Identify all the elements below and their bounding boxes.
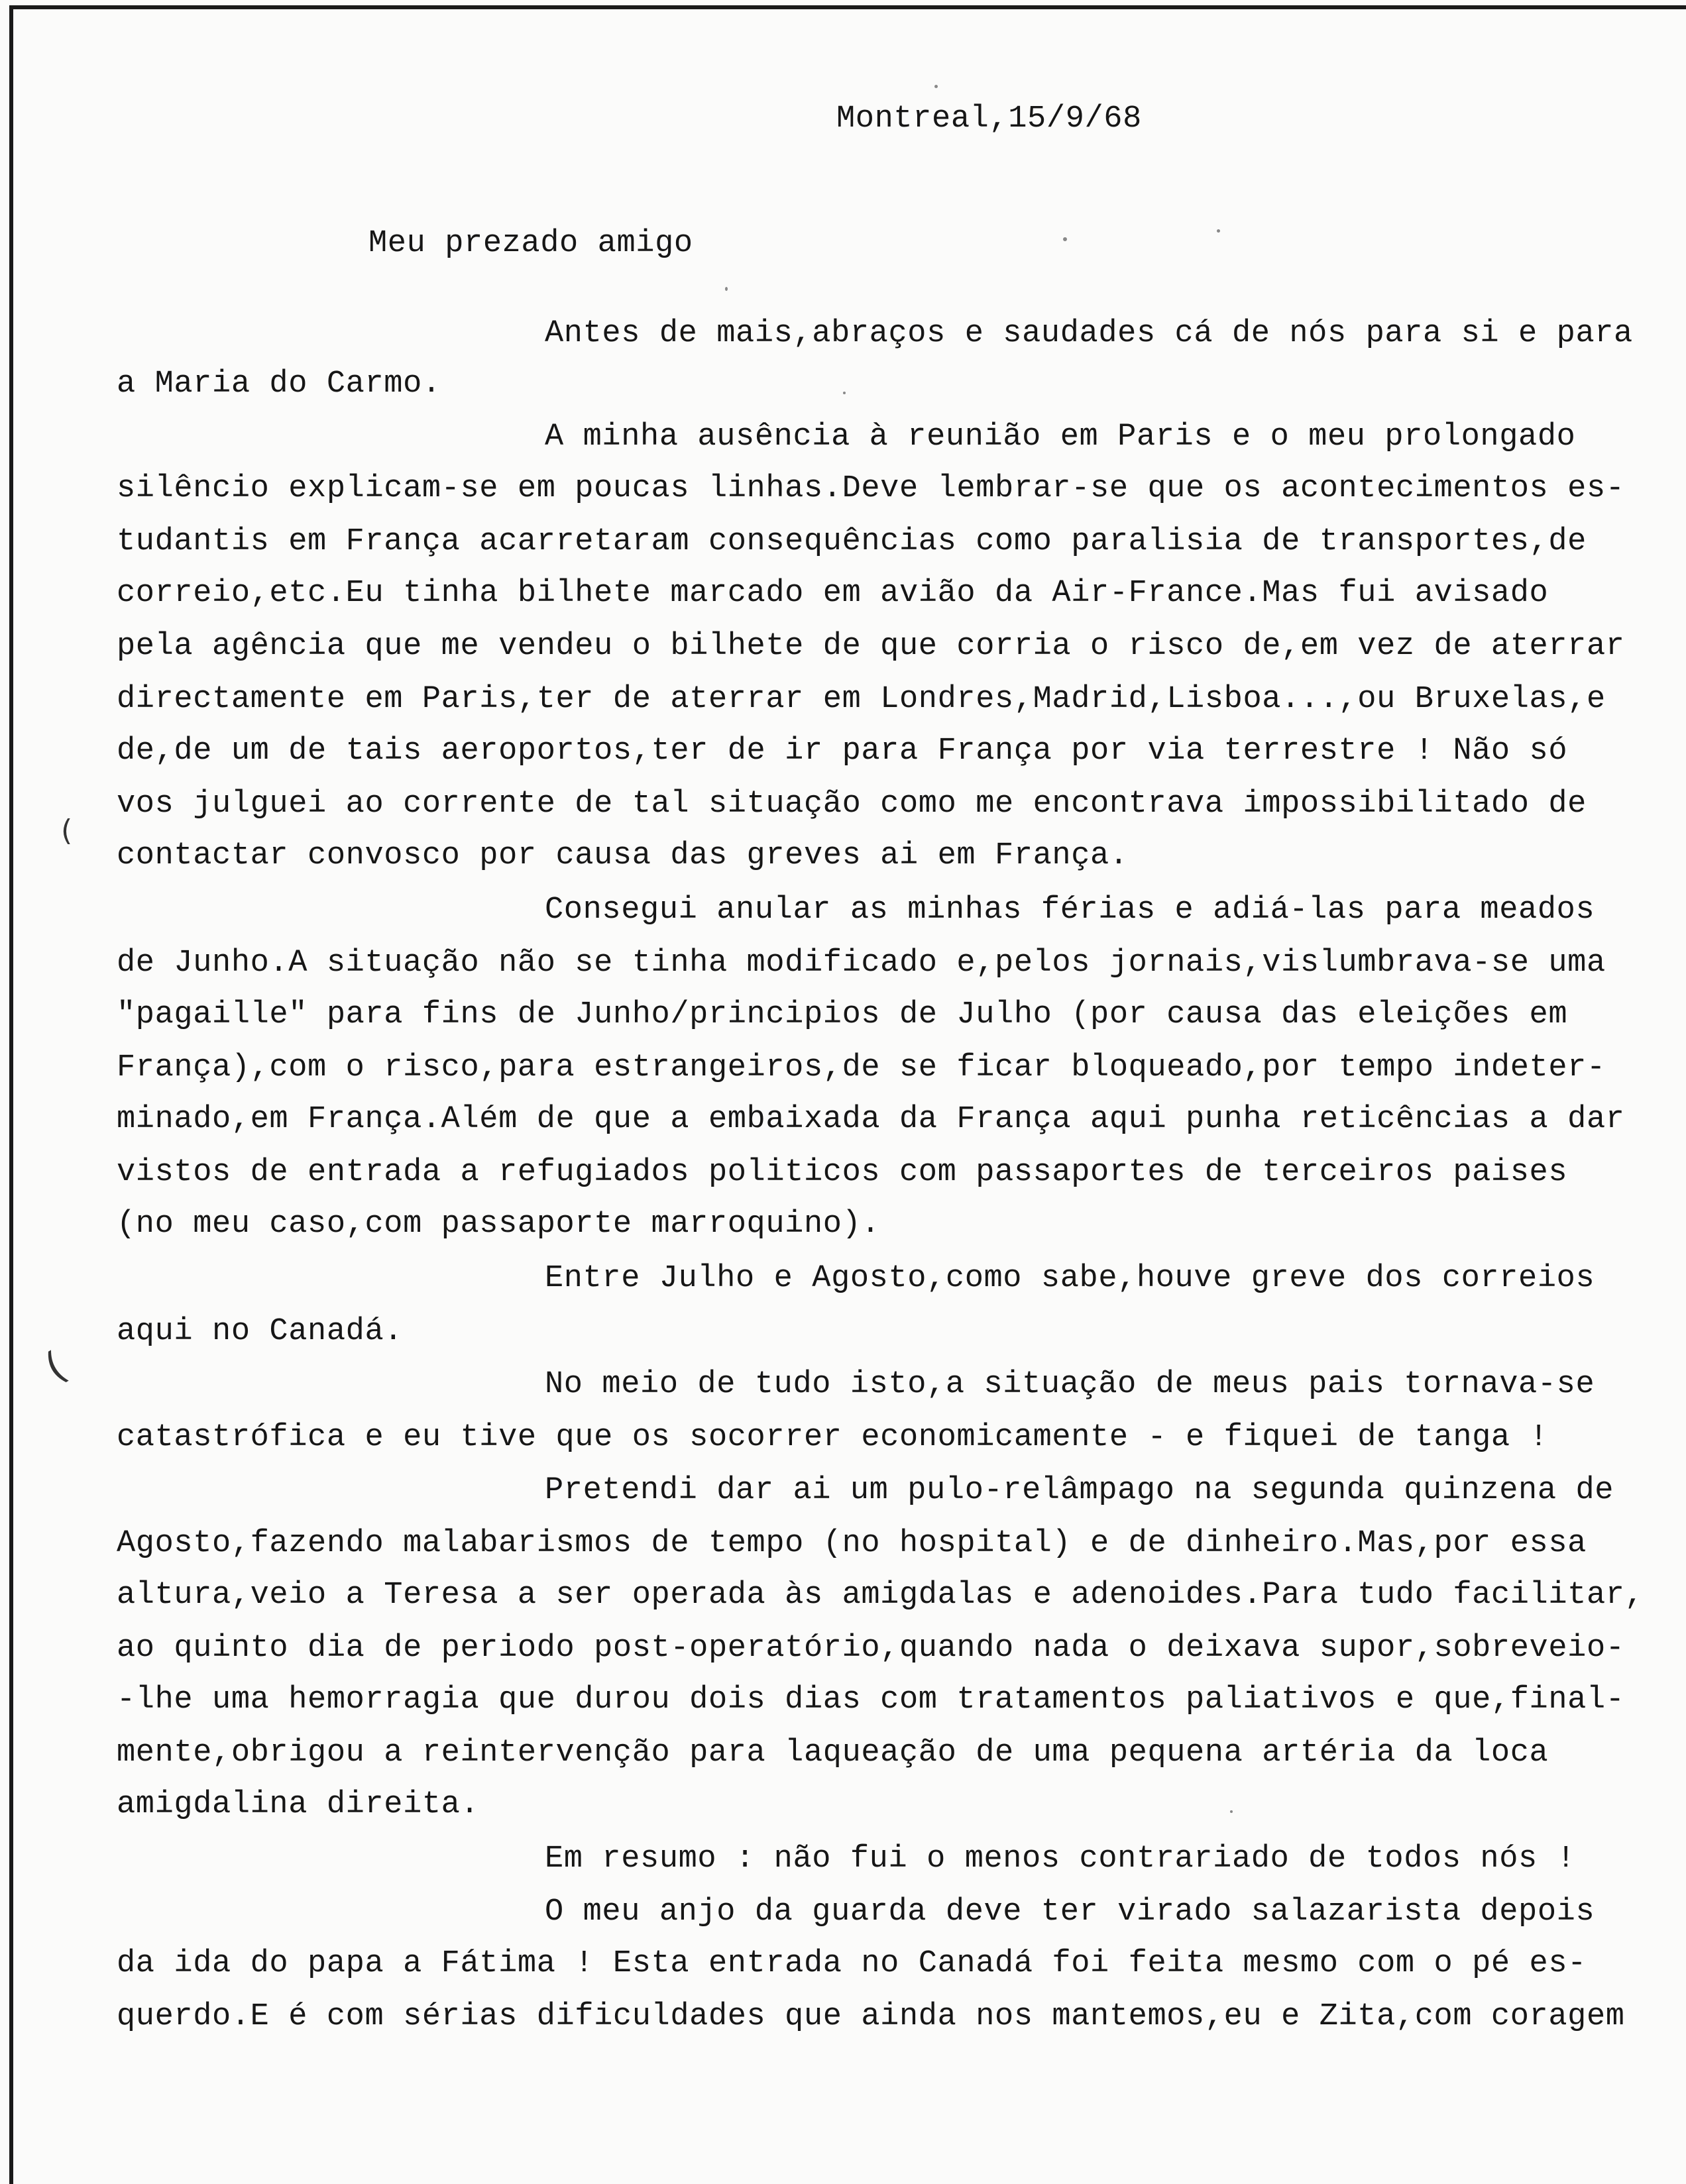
letter-line: A minha ausência à reunião em Paris e o meu prolongado <box>545 419 1576 455</box>
letter-line: (no meu caso,com passaporte marroquino). <box>117 1207 881 1242</box>
letter-salutation: Meu prezado amigo <box>368 226 693 261</box>
letter-line: directamente em Paris,ter de aterrar em Londres,Madrid,Lisboa...,ou Bruxelas,e <box>117 682 1606 717</box>
letter-line: Em resumo : não fui o menos contrariado de todos nós ! <box>545 1841 1576 1877</box>
letter-line: Entre Julho e Agosto,como sabe,houve greve dos correios <box>545 1261 1595 1296</box>
letter-line: altura,veio a Teresa a ser operada às amigdalas e adenoides.Para tudo facilitar, <box>117 1578 1644 1613</box>
letter-line: mente,obrigou a reintervenção para laqueação de uma pequena artéria da loca <box>117 1735 1549 1771</box>
letter-line: de,de um de tais aeroportos,ter de ir para França por via terrestre ! Não só <box>117 734 1568 769</box>
letter-line: -lhe uma hemorragia que durou dois dias com tratamentos paliativos e que,final- <box>117 1682 1625 1718</box>
letter-line: tudantis em França acarretaram consequências como paralisia de transportes,de <box>117 524 1587 559</box>
paper-speck <box>1217 229 1220 233</box>
letter-line: ao quinto dia de periodo post-operatório,quando nada o deixava supor,sobreveio- <box>117 1631 1625 1666</box>
page-border-top <box>13 5 1686 9</box>
letter-line: amigdalina direita. <box>117 1787 480 1822</box>
letter-line: vos julguei ao corrente de tal situação como me encontrava impossibilitado de <box>117 787 1587 822</box>
letter-line: minado,em França.Além de que a embaixada da França aqui punha reticências a dar <box>117 1102 1625 1137</box>
paper-speck <box>934 85 938 88</box>
letter-line: de Junho.A situação não se tinha modificado e,pelos jornais,vislumbrava-se uma <box>117 946 1606 981</box>
letter-line: da ida do papa a Fátima ! Esta entrada no Canadá foi feita mesmo com o pé es- <box>117 1946 1587 1981</box>
letter-line: Pretendi dar ai um pulo-relâmpago na segunda quinzena de <box>545 1473 1614 1508</box>
letter-line: correio,etc.Eu tinha bilhete marcado em avião da Air-France.Mas fui avisado <box>117 576 1549 611</box>
letter-line: Agosto,fazendo malabarismos de tempo (no hospital) e de dinheiro.Mas,por essa <box>117 1526 1587 1561</box>
margin-mark: ( <box>37 1342 74 1392</box>
letter-line: "pagaille" para fins de Junho/principios de Julho (por causa das eleições em <box>117 997 1568 1032</box>
letter-line: silêncio explicam-se em poucas linhas.Deve lembrar-se que os acontecimentos es- <box>117 471 1625 506</box>
letter-line: contactar convosco por causa das greves ai em França. <box>117 838 1129 873</box>
page-border-left <box>9 5 13 2184</box>
letter-line: França),com o risco,para estrangeiros,de se ficar bloqueado,por tempo indeter- <box>117 1050 1606 1085</box>
letter-line: Antes de mais,abraços e saudades cá de nós para si e para <box>545 316 1633 351</box>
letter-line: querdo.E é com sérias dificuldades que ainda nos mantemos,eu e Zita,com coragem <box>117 1999 1625 2034</box>
letter-line: a Maria do Carmo. <box>117 366 441 402</box>
letter-line: catastrófica e eu tive que os socorrer economicamente - e fiquei de tanga ! <box>117 1420 1549 1455</box>
margin-mark: ( <box>61 814 73 847</box>
paper-speck <box>1063 237 1067 241</box>
paper-speck <box>725 287 728 291</box>
letter-dateline: Montreal,15/9/68 <box>836 101 1142 136</box>
letter-line: O meu anjo da guarda deve ter virado salazarista depois <box>545 1894 1595 1930</box>
letter-line: vistos de entrada a refugiados politicos com passaportes de terceiros paises <box>117 1155 1568 1190</box>
letter-line: aqui no Canadá. <box>117 1314 404 1349</box>
letter-line: Consegui anular as minhas férias e adiá-las para meados <box>545 893 1595 928</box>
letter-line: No meio de tudo isto,a situação de meus pais tornava-se <box>545 1367 1595 1402</box>
letter-line: pela agência que me vendeu o bilhete de que corria o risco de,em vez de aterrar <box>117 629 1625 664</box>
